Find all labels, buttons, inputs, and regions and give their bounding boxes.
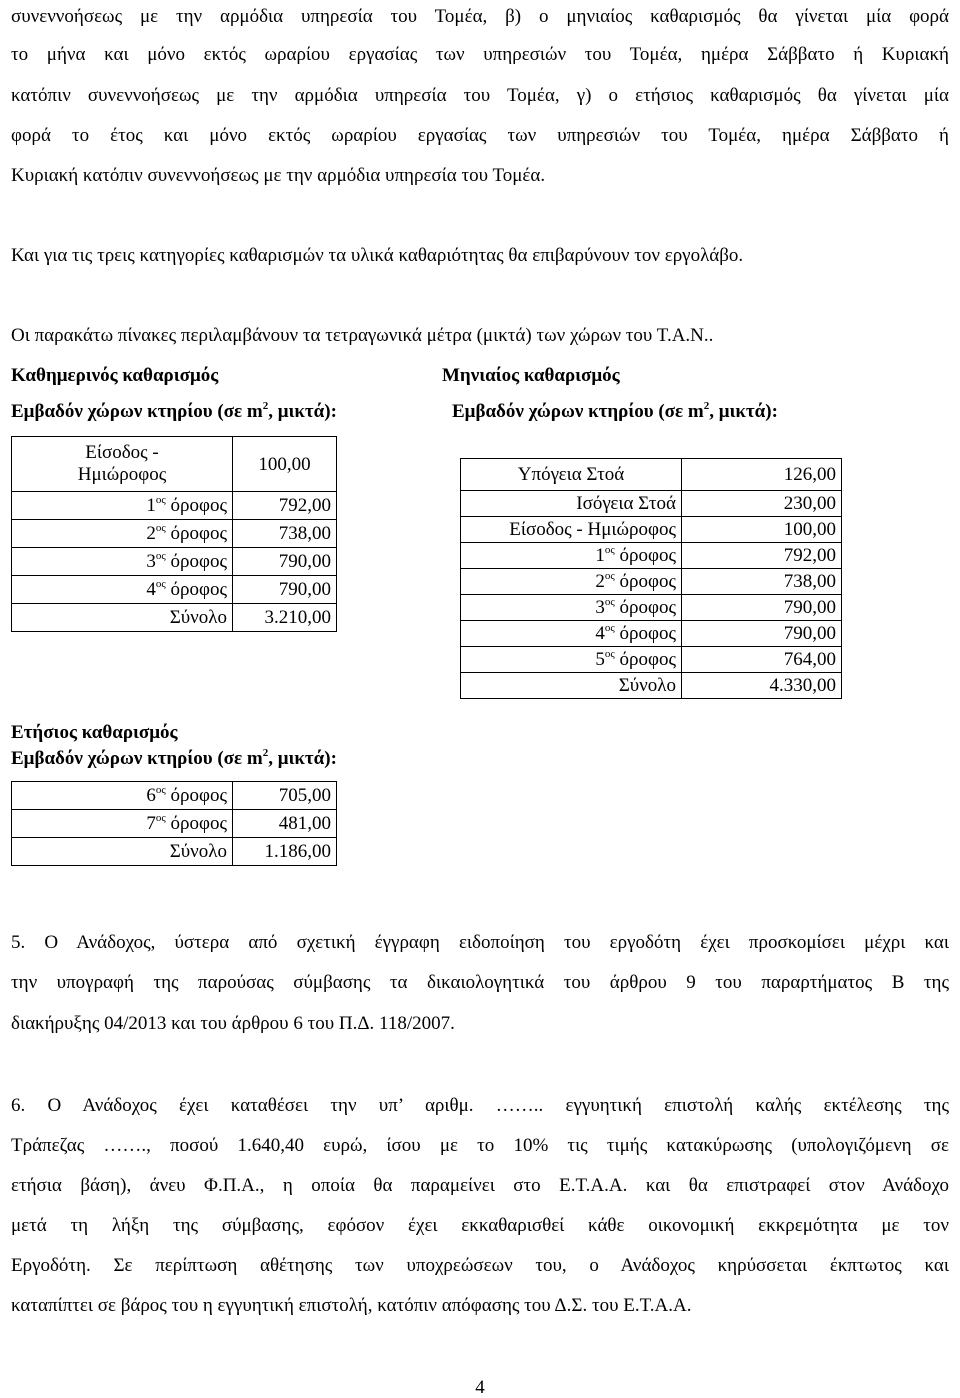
section6-line-6: καταπίπτει σε βάρος του η εγγυητική επιστολή, κατόπιν απόφασης του Δ.Σ. του Ε.Τ.Α.Α. [11, 1295, 692, 1316]
table-row: $1^{o\varsigma}$ όροφος 792,00 [461, 543, 842, 569]
table-row: $4^{o\varsigma}$ όροφος 790,00 [461, 621, 842, 647]
table-row [12, 838, 337, 866]
daily-area-label: Εμβαδόν χώρων κτηρίου (σε $m^2$, μικτά): [11, 400, 337, 422]
table-row [12, 604, 337, 632]
monthly-total-label: Σύνολο [461, 673, 682, 699]
section5-line-2: την υπογραφή της παρούσας σύμβασης τα δικαιολογητικά του άρθρου 9 του παραρτήματος Β της [11, 972, 949, 993]
table-row: Υπόγεια Στοά 126,00 [461, 459, 842, 491]
table-row: $5^{o\varsigma}$ όροφος 764,00 [461, 647, 842, 673]
section6-line-4: μετά τη λήξη της σύμβασης, εφόσον έχει εκκαθαρισθεί κάθε οικονομική εκκρεμότητα με τον [11, 1215, 949, 1236]
annual-heading: Ετήσιος καθαρισμός [11, 722, 178, 743]
table-row: $6^{o\varsigma}$ όροφος 705,00 [12, 782, 337, 810]
page-number: 4 [475, 1377, 485, 1398]
daily-total-value: 3.210,00 [233, 604, 337, 632]
intro-line-5: Κυριακή κατόπιν συνεννοήσεως με την αρμόδια υπηρεσία του Τομέα. [11, 165, 546, 186]
table-row: $1^{o\varsigma}$ όροφος 792,00 [12, 492, 337, 520]
section5-line-1: 5. Ο Ανάδοχος, ύστερα από σχετική έγγραφη ειδοποίηση του εργοδότη έχει προσκομίσει μέχρι και [11, 932, 949, 953]
monthly-area-label: Εμβαδόν χώρων κτηρίου (σε $m^2$, μικτά): [452, 400, 778, 422]
table-row: Ισόγεια Στοά 230,00 [461, 491, 842, 517]
section6-line-1: 6. Ο Ανάδοχος έχει καταθέσει την υπ’ αριθμ. …….. εγγυητική επιστολή καλής εκτέλεσης της [11, 1095, 949, 1116]
daily-total-label: Σύνολο [12, 604, 233, 632]
section6-line-2: Τράπεζας ……., ποσού 1.640,40 ευρώ, ίσου με το 10% τις τιμής κατακύρωσης (υπολογιζόμενη σε [11, 1135, 949, 1156]
intro-line-2: το μήνα και μόνο εκτός ωραρίου εργασίας των υπηρεσιών του Τομέα, ημέρα Σάββατο ή Κυριακή [11, 44, 949, 65]
table-row [461, 673, 842, 699]
entrance-value: 100,00 [233, 437, 337, 492]
materials-note: Και για τις τρεις κατηγορίες καθαρισμών τα υλικά καθαριότητας θα επιβαρύνουν τον εργολάβο. [11, 245, 744, 266]
section6-line-5: Εργοδότη. Σε περίπτωση αθέτησης των υποχρεώσεων του, ο Ανάδοχος κηρύσσεται έκπτωτος και [11, 1255, 949, 1276]
annual-table [11, 781, 337, 866]
intro-line-3: κατόπιν συνεννοήσεως με την αρμόδια υπηρεσία του Τομέα, γ) ο ετήσιος καθαρισμός θα γίνεται μία [11, 85, 949, 106]
table-row: $2^{o\varsigma}$ όροφος 738,00 [12, 520, 337, 548]
table-row: $3^{o\varsigma}$ όροφος 790,00 [461, 595, 842, 621]
annual-total-label: Σύνολο [12, 838, 233, 866]
monthly-heading: Μηνιαίος καθαρισμός [442, 365, 620, 386]
tables-note: Οι παρακάτω πίνακες περιλαμβάνουν τα τετραγωνικά μέτρα (μικτά) των χώρων του Τ.Α.Ν.. [11, 325, 714, 346]
table-row: $4^{o\varsigma}$ όροφος 790,00 [12, 576, 337, 604]
entrance-label: Είσοδος - Ημιώροφος [12, 437, 233, 492]
table-row: $2^{o\varsigma}$ όροφος 738,00 [461, 569, 842, 595]
section5-line-3: διακήρυξης 04/2013 και του άρθρου 6 του Π.Δ. 118/2007. [11, 1013, 455, 1034]
daily-heading: Καθημερινός καθαρισμός [11, 365, 219, 386]
section6-line-3: ετήσια βάση), άνευ Φ.Π.Α., η οποία θα παραμείνει στο Ε.Τ.Α.Α. και θα επιστραφεί στον Ανάδοχο [11, 1175, 949, 1196]
annual-area-label: Εμβαδόν χώρων κτηρίου (σε $m^2$, μικτά): [11, 747, 337, 769]
daily-table [11, 436, 337, 632]
monthly-total-value: 4.330,00 [682, 673, 842, 699]
intro-line-1: συνεννοήσεως με την αρμόδια υπηρεσία του Τομέα, β) ο μηνιαίος καθαρισμός θα γίνεται μία φορά [11, 6, 949, 27]
annual-total-value: 1.186,00 [233, 838, 337, 866]
intro-line-4: φορά το έτος και μόνο εκτός ωραρίου εργασίας των υπηρεσιών του Τομέα, ημέρα Σάββατο ή [11, 125, 949, 146]
table-row: $7^{o\varsigma}$ όροφος 481,00 [12, 810, 337, 838]
table-row: Είσοδος - Ημιώροφος 100,00 [461, 517, 842, 543]
table-row [12, 437, 337, 492]
table-row: $3^{o\varsigma}$ όροφος 790,00 [12, 548, 337, 576]
monthly-table [460, 458, 842, 699]
